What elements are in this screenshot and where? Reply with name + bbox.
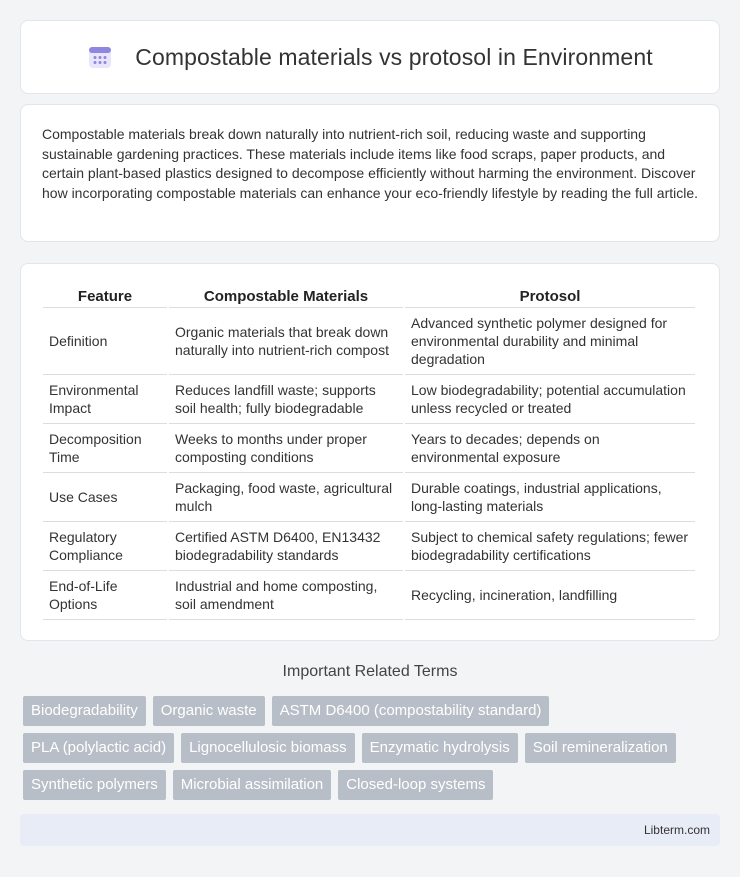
- table-row: [43, 308, 695, 375]
- table-row: [43, 473, 695, 522]
- tag-row: [23, 733, 723, 763]
- cell-compostable: Reduces landfill waste; supports soil health; fully biodegradable: [169, 375, 403, 424]
- cell-feature: Use Cases: [43, 473, 167, 522]
- cell-compostable: Packaging, food waste, agricultural mulch: [169, 473, 403, 522]
- table-header-row: [43, 286, 695, 308]
- tag-biodegradability[interactable]: Biodegradability: [23, 696, 146, 726]
- comparison-table: [41, 286, 697, 620]
- tag-closed-loop-systems[interactable]: Closed-loop systems: [338, 770, 493, 800]
- intro-text: Compostable materials break down naturally into nutrient-rich soil, reducing waste and supporting sustainable gardening practices. These materials include items like food scraps, paper products, and certain plant-based plastics designed to decompose efficiently without harming the environment. Discover how incorporating compostable materials can enhance your eco-friendly lifestyle by reading the full article.: [42, 126, 699, 201]
- header-card: [20, 20, 720, 94]
- footer: [20, 814, 720, 846]
- cell-protosol: Durable coatings, industrial applications, long-lasting materials: [405, 473, 695, 522]
- page-title: Compostable materials vs protosol in Environment: [135, 43, 653, 70]
- calendar-icon: [87, 44, 113, 70]
- cell-compostable: Weeks to months under proper composting conditions: [169, 424, 403, 473]
- intro-card: [20, 104, 720, 242]
- comparison-card: [20, 263, 720, 641]
- tag-enzymatic-hydrolysis[interactable]: Enzymatic hydrolysis: [362, 733, 518, 763]
- tag-soil-remineralization[interactable]: Soil remineralization: [525, 733, 676, 763]
- tag-lignocellulosic-biomass[interactable]: Lignocellulosic biomass: [181, 733, 355, 763]
- tag-organic-waste[interactable]: Organic waste: [153, 696, 265, 726]
- tag-microbial-assimilation[interactable]: Microbial assimilation: [173, 770, 332, 800]
- cell-feature: End-of-Life Options: [43, 571, 167, 620]
- cell-feature: Environmental Impact: [43, 375, 167, 424]
- footer-brand-link[interactable]: Libterm.com: [643, 823, 710, 837]
- cell-protosol: Recycling, incineration, landfilling: [405, 571, 695, 620]
- table-row: [43, 424, 695, 473]
- tag-row: [23, 770, 723, 800]
- table-row: [43, 522, 695, 571]
- tag-row: [23, 696, 723, 726]
- tag-synthetic-polymers[interactable]: Synthetic polymers: [23, 770, 166, 800]
- cell-protosol: Subject to chemical safety regulations; fewer biodegradability certifications: [405, 522, 695, 571]
- table-row: [43, 375, 695, 424]
- header-compostable: Compostable Materials: [169, 286, 403, 308]
- tag-pla[interactable]: PLA (polylactic acid): [23, 733, 174, 763]
- related-terms-tags: [23, 696, 723, 807]
- cell-feature: Regulatory Compliance: [43, 522, 167, 571]
- cell-compostable: Organic materials that break down naturally into nutrient-rich compost: [169, 308, 403, 375]
- cell-feature: Definition: [43, 308, 167, 375]
- related-terms-title: Important Related Terms: [282, 663, 458, 680]
- cell-protosol: Advanced synthetic polymer designed for environmental durability and minimal degradation: [405, 308, 695, 375]
- cell-compostable: Industrial and home composting, soil amendment: [169, 571, 403, 620]
- cell-protosol: Low biodegradability; potential accumulation unless recycled or treated: [405, 375, 695, 424]
- header-protosol: Protosol: [405, 286, 695, 308]
- header-feature: Feature: [43, 286, 167, 308]
- cell-protosol: Years to decades; depends on environmental exposure: [405, 424, 695, 473]
- tag-astm-d6400[interactable]: ASTM D6400 (compostability standard): [272, 696, 550, 726]
- table-row: [43, 571, 695, 620]
- cell-feature: Decomposition Time: [43, 424, 167, 473]
- cell-compostable: Certified ASTM D6400, EN13432 biodegradability standards: [169, 522, 403, 571]
